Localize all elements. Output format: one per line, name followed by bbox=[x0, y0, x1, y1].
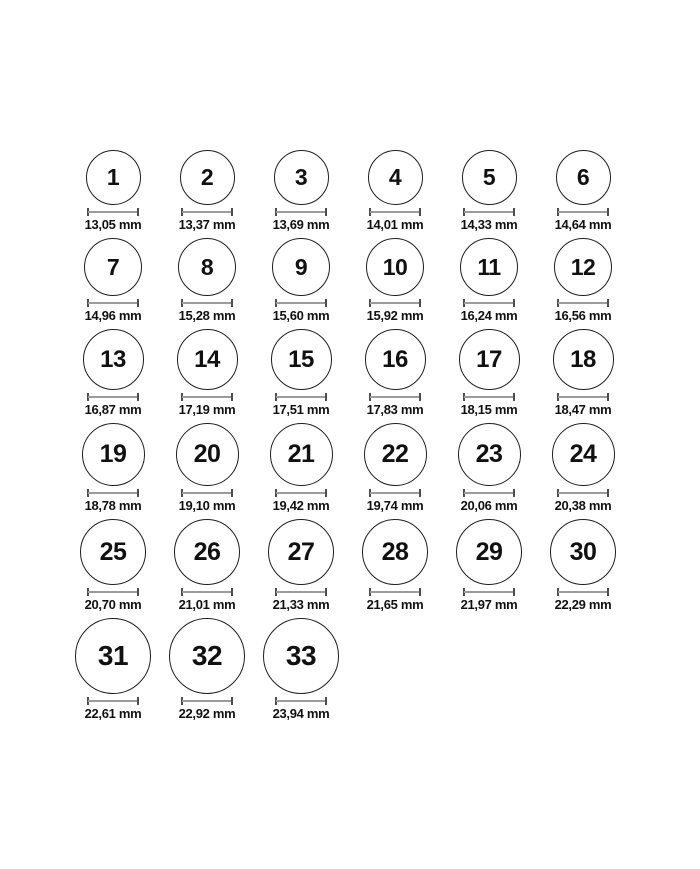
ring-size-number: 18 bbox=[570, 345, 596, 373]
diameter-label: 15,92 mm bbox=[366, 308, 424, 323]
ring-size-number: 26 bbox=[193, 537, 221, 566]
ring-size-item bbox=[348, 150, 442, 232]
diameter-measure-icon bbox=[87, 393, 139, 401]
measure-bar bbox=[182, 211, 232, 213]
ring-size-number: 3 bbox=[294, 164, 308, 190]
measure-bar bbox=[464, 211, 514, 213]
ring-circle bbox=[75, 618, 151, 694]
diameter-measure-icon bbox=[557, 208, 609, 216]
ring-circle bbox=[274, 150, 329, 205]
ring-circle bbox=[366, 238, 424, 296]
diameter-measure-icon bbox=[369, 489, 421, 497]
diameter-label: 22,61 mm bbox=[84, 706, 142, 721]
ring-size-item bbox=[442, 150, 536, 232]
diameter-measure-icon bbox=[275, 697, 327, 705]
ring-size-item bbox=[442, 238, 536, 323]
ring-size-item bbox=[160, 519, 254, 612]
measure-tick-right-icon bbox=[325, 393, 327, 401]
measure-tick-right-icon bbox=[231, 299, 233, 307]
measure-tick-right-icon bbox=[137, 299, 139, 307]
diameter-measure-icon bbox=[463, 588, 515, 596]
measure-bar bbox=[558, 492, 608, 494]
ring-size-number: 20 bbox=[193, 440, 221, 468]
ring-size-number: 17 bbox=[476, 345, 502, 373]
measure-bar bbox=[558, 591, 608, 593]
ring-circle bbox=[174, 519, 240, 585]
diameter-measure-icon bbox=[275, 208, 327, 216]
measure-bar bbox=[276, 492, 326, 494]
diameter-label: 16,87 mm bbox=[84, 402, 142, 417]
measure-bar bbox=[276, 211, 326, 213]
diameter-label: 15,60 mm bbox=[272, 308, 330, 323]
measure-tick-right-icon bbox=[231, 697, 233, 705]
ring-circle bbox=[271, 329, 332, 390]
diameter-measure-icon bbox=[275, 588, 327, 596]
measure-tick-right-icon bbox=[137, 489, 139, 497]
ring-size-number: 5 bbox=[482, 164, 496, 190]
diameter-measure-icon bbox=[369, 588, 421, 596]
diameter-label: 22,92 mm bbox=[178, 706, 236, 721]
ring-size-item bbox=[536, 519, 630, 612]
measure-tick-right-icon bbox=[607, 489, 609, 497]
measure-bar bbox=[370, 396, 420, 398]
ring-circle bbox=[553, 329, 614, 390]
ring-size-number: 6 bbox=[576, 164, 590, 190]
diameter-label: 16,24 mm bbox=[460, 308, 518, 323]
ring-size-number: 12 bbox=[570, 253, 596, 280]
diameter-label: 13,69 mm bbox=[272, 217, 330, 232]
diameter-label: 21,33 mm bbox=[272, 597, 330, 612]
diameter-measure-icon bbox=[557, 489, 609, 497]
ring-circle bbox=[365, 329, 426, 390]
measure-bar bbox=[464, 492, 514, 494]
ring-size-item bbox=[66, 519, 160, 612]
ring-size-item bbox=[254, 329, 348, 417]
ring-size-number: 28 bbox=[381, 537, 409, 566]
ring-size-number: 31 bbox=[97, 640, 129, 671]
ring-size-item bbox=[66, 329, 160, 417]
measure-bar bbox=[88, 211, 138, 213]
diameter-label: 13,37 mm bbox=[178, 217, 236, 232]
ring-size-item bbox=[160, 423, 254, 513]
diameter-label: 17,51 mm bbox=[272, 402, 330, 417]
ring-circle bbox=[178, 238, 236, 296]
ring-circle bbox=[552, 423, 615, 486]
diameter-measure-icon bbox=[369, 393, 421, 401]
ring-circle bbox=[176, 423, 239, 486]
measure-tick-right-icon bbox=[325, 489, 327, 497]
diameter-measure-icon bbox=[557, 299, 609, 307]
ring-circle bbox=[458, 423, 521, 486]
measure-bar bbox=[276, 700, 326, 702]
measure-tick-right-icon bbox=[419, 208, 421, 216]
ring-size-number: 7 bbox=[106, 253, 120, 280]
measure-tick-right-icon bbox=[607, 208, 609, 216]
measure-tick-right-icon bbox=[607, 393, 609, 401]
ring-circle bbox=[554, 238, 612, 296]
measure-bar bbox=[558, 396, 608, 398]
ring-circle bbox=[462, 150, 517, 205]
measure-tick-right-icon bbox=[325, 697, 327, 705]
ring-circle bbox=[459, 329, 520, 390]
ring-size-item bbox=[442, 519, 536, 612]
measure-tick-right-icon bbox=[513, 299, 515, 307]
diameter-measure-icon bbox=[463, 208, 515, 216]
ring-size-number: 15 bbox=[288, 345, 314, 373]
measure-tick-right-icon bbox=[607, 299, 609, 307]
ring-circle bbox=[550, 519, 616, 585]
diameter-measure-icon bbox=[181, 489, 233, 497]
diameter-label: 13,05 mm bbox=[84, 217, 142, 232]
ring-circle bbox=[80, 519, 146, 585]
diameter-measure-icon bbox=[87, 208, 139, 216]
chart-row bbox=[66, 423, 700, 513]
diameter-measure-icon bbox=[369, 299, 421, 307]
measure-tick-right-icon bbox=[607, 588, 609, 596]
ring-size-item bbox=[254, 618, 348, 721]
ring-size-number: 23 bbox=[475, 440, 503, 468]
ring-circle bbox=[364, 423, 427, 486]
measure-tick-right-icon bbox=[513, 393, 515, 401]
measure-bar bbox=[88, 492, 138, 494]
ring-size-item bbox=[160, 150, 254, 232]
measure-bar bbox=[88, 591, 138, 593]
ring-size-number: 21 bbox=[287, 440, 315, 468]
measure-bar bbox=[182, 396, 232, 398]
ring-circle bbox=[169, 618, 245, 694]
measure-bar bbox=[182, 492, 232, 494]
diameter-label: 20,70 mm bbox=[84, 597, 142, 612]
ring-size-item bbox=[536, 238, 630, 323]
measure-tick-right-icon bbox=[137, 208, 139, 216]
measure-tick-right-icon bbox=[513, 489, 515, 497]
measure-tick-right-icon bbox=[419, 489, 421, 497]
measure-tick-right-icon bbox=[231, 208, 233, 216]
ring-circle bbox=[177, 329, 238, 390]
diameter-measure-icon bbox=[181, 588, 233, 596]
ring-circle bbox=[362, 519, 428, 585]
diameter-label: 18,47 mm bbox=[554, 402, 612, 417]
ring-size-number: 4 bbox=[388, 164, 402, 190]
diameter-label: 20,38 mm bbox=[554, 498, 612, 513]
ring-circle bbox=[84, 238, 142, 296]
measure-bar bbox=[464, 396, 514, 398]
ring-size-number: 29 bbox=[475, 537, 503, 566]
measure-bar bbox=[464, 302, 514, 304]
diameter-measure-icon bbox=[369, 208, 421, 216]
diameter-label: 14,64 mm bbox=[554, 217, 612, 232]
measure-bar bbox=[88, 396, 138, 398]
diameter-label: 14,96 mm bbox=[84, 308, 142, 323]
ring-size-item bbox=[536, 329, 630, 417]
ring-circle bbox=[456, 519, 522, 585]
diameter-label: 21,97 mm bbox=[460, 597, 518, 612]
ring-circle bbox=[86, 150, 141, 205]
diameter-measure-icon bbox=[557, 393, 609, 401]
ring-size-number: 16 bbox=[382, 345, 408, 373]
measure-bar bbox=[370, 591, 420, 593]
diameter-label: 18,78 mm bbox=[84, 498, 142, 513]
measure-tick-right-icon bbox=[231, 489, 233, 497]
ring-size-item bbox=[66, 423, 160, 513]
measure-tick-right-icon bbox=[513, 588, 515, 596]
diameter-measure-icon bbox=[181, 299, 233, 307]
measure-bar bbox=[182, 302, 232, 304]
ring-size-item bbox=[160, 329, 254, 417]
ring-circle bbox=[180, 150, 235, 205]
ring-circle bbox=[263, 618, 339, 694]
ring-size-number: 2 bbox=[200, 164, 214, 190]
measure-tick-right-icon bbox=[419, 588, 421, 596]
ring-size-number: 24 bbox=[569, 440, 597, 468]
chart-row bbox=[66, 238, 700, 323]
diameter-label: 17,19 mm bbox=[178, 402, 236, 417]
diameter-measure-icon bbox=[463, 489, 515, 497]
diameter-measure-icon bbox=[181, 208, 233, 216]
ring-circle bbox=[268, 519, 334, 585]
diameter-label: 14,33 mm bbox=[460, 217, 518, 232]
ring-size-number: 32 bbox=[191, 640, 223, 671]
measure-tick-right-icon bbox=[419, 393, 421, 401]
ring-size-number: 13 bbox=[100, 345, 126, 373]
diameter-measure-icon bbox=[87, 299, 139, 307]
ring-size-item bbox=[254, 150, 348, 232]
diameter-label: 19,74 mm bbox=[366, 498, 424, 513]
ring-size-number: 8 bbox=[200, 253, 214, 280]
measure-bar bbox=[276, 302, 326, 304]
ring-size-item bbox=[254, 519, 348, 612]
ring-circle bbox=[83, 329, 144, 390]
ring-size-item bbox=[442, 423, 536, 513]
measure-bar bbox=[370, 302, 420, 304]
ring-size-item bbox=[536, 423, 630, 513]
measure-bar bbox=[276, 591, 326, 593]
ring-size-item bbox=[160, 238, 254, 323]
diameter-label: 14,01 mm bbox=[366, 217, 424, 232]
measure-tick-right-icon bbox=[513, 208, 515, 216]
diameter-measure-icon bbox=[87, 489, 139, 497]
ring-size-number: 10 bbox=[382, 253, 408, 280]
ring-size-number: 9 bbox=[294, 253, 308, 280]
ring-size-number: 11 bbox=[477, 253, 501, 280]
chart-row bbox=[66, 519, 700, 612]
ring-size-number: 14 bbox=[194, 345, 220, 373]
diameter-measure-icon bbox=[181, 393, 233, 401]
diameter-label: 23,94 mm bbox=[272, 706, 330, 721]
ring-size-item bbox=[348, 519, 442, 612]
diameter-measure-icon bbox=[275, 489, 327, 497]
ring-size-item bbox=[536, 150, 630, 232]
measure-bar bbox=[182, 591, 232, 593]
diameter-label: 18,15 mm bbox=[460, 402, 518, 417]
measure-tick-right-icon bbox=[325, 208, 327, 216]
ring-circle bbox=[368, 150, 423, 205]
measure-bar bbox=[88, 302, 138, 304]
ring-size-number: 22 bbox=[381, 440, 409, 468]
diameter-label: 16,56 mm bbox=[554, 308, 612, 323]
ring-circle bbox=[272, 238, 330, 296]
ring-size-number: 1 bbox=[106, 164, 120, 190]
diameter-measure-icon bbox=[87, 588, 139, 596]
ring-circle bbox=[556, 150, 611, 205]
diameter-label: 19,42 mm bbox=[272, 498, 330, 513]
ring-circle bbox=[270, 423, 333, 486]
measure-bar bbox=[370, 211, 420, 213]
measure-bar bbox=[558, 302, 608, 304]
diameter-measure-icon bbox=[463, 299, 515, 307]
measure-bar bbox=[464, 591, 514, 593]
measure-tick-right-icon bbox=[137, 588, 139, 596]
measure-tick-right-icon bbox=[325, 588, 327, 596]
ring-size-item bbox=[348, 329, 442, 417]
diameter-label: 22,29 mm bbox=[554, 597, 612, 612]
diameter-measure-icon bbox=[275, 393, 327, 401]
diameter-label: 15,28 mm bbox=[178, 308, 236, 323]
ring-size-item bbox=[254, 423, 348, 513]
measure-bar bbox=[88, 700, 138, 702]
chart-row bbox=[66, 618, 700, 721]
diameter-label: 21,65 mm bbox=[366, 597, 424, 612]
diameter-label: 20,06 mm bbox=[460, 498, 518, 513]
ring-size-number: 27 bbox=[287, 537, 315, 566]
ring-size-item bbox=[442, 329, 536, 417]
diameter-label: 21,01 mm bbox=[178, 597, 236, 612]
chart-row bbox=[66, 329, 700, 417]
ring-size-number: 25 bbox=[99, 537, 127, 566]
measure-tick-right-icon bbox=[419, 299, 421, 307]
ring-size-number: 33 bbox=[285, 640, 317, 671]
ring-size-number: 30 bbox=[569, 537, 597, 566]
ring-size-item bbox=[348, 423, 442, 513]
diameter-measure-icon bbox=[87, 697, 139, 705]
ring-size-item bbox=[66, 238, 160, 323]
measure-tick-right-icon bbox=[137, 393, 139, 401]
measure-bar bbox=[558, 211, 608, 213]
measure-bar bbox=[182, 700, 232, 702]
diameter-measure-icon bbox=[275, 299, 327, 307]
ring-size-item bbox=[254, 238, 348, 323]
measure-tick-right-icon bbox=[325, 299, 327, 307]
diameter-measure-icon bbox=[463, 393, 515, 401]
diameter-label: 19,10 mm bbox=[178, 498, 236, 513]
measure-bar bbox=[370, 492, 420, 494]
chart-row bbox=[66, 150, 700, 232]
ring-size-number: 19 bbox=[99, 440, 127, 468]
diameter-measure-icon bbox=[557, 588, 609, 596]
measure-bar bbox=[276, 396, 326, 398]
diameter-measure-icon bbox=[181, 697, 233, 705]
ring-circle bbox=[460, 238, 518, 296]
ring-size-item bbox=[160, 618, 254, 721]
ring-size-item bbox=[66, 618, 160, 721]
measure-tick-right-icon bbox=[137, 697, 139, 705]
ring-circle bbox=[82, 423, 145, 486]
ring-size-item bbox=[66, 150, 160, 232]
diameter-label: 17,83 mm bbox=[366, 402, 424, 417]
ring-size-item bbox=[348, 238, 442, 323]
measure-tick-right-icon bbox=[231, 588, 233, 596]
measure-tick-right-icon bbox=[231, 393, 233, 401]
